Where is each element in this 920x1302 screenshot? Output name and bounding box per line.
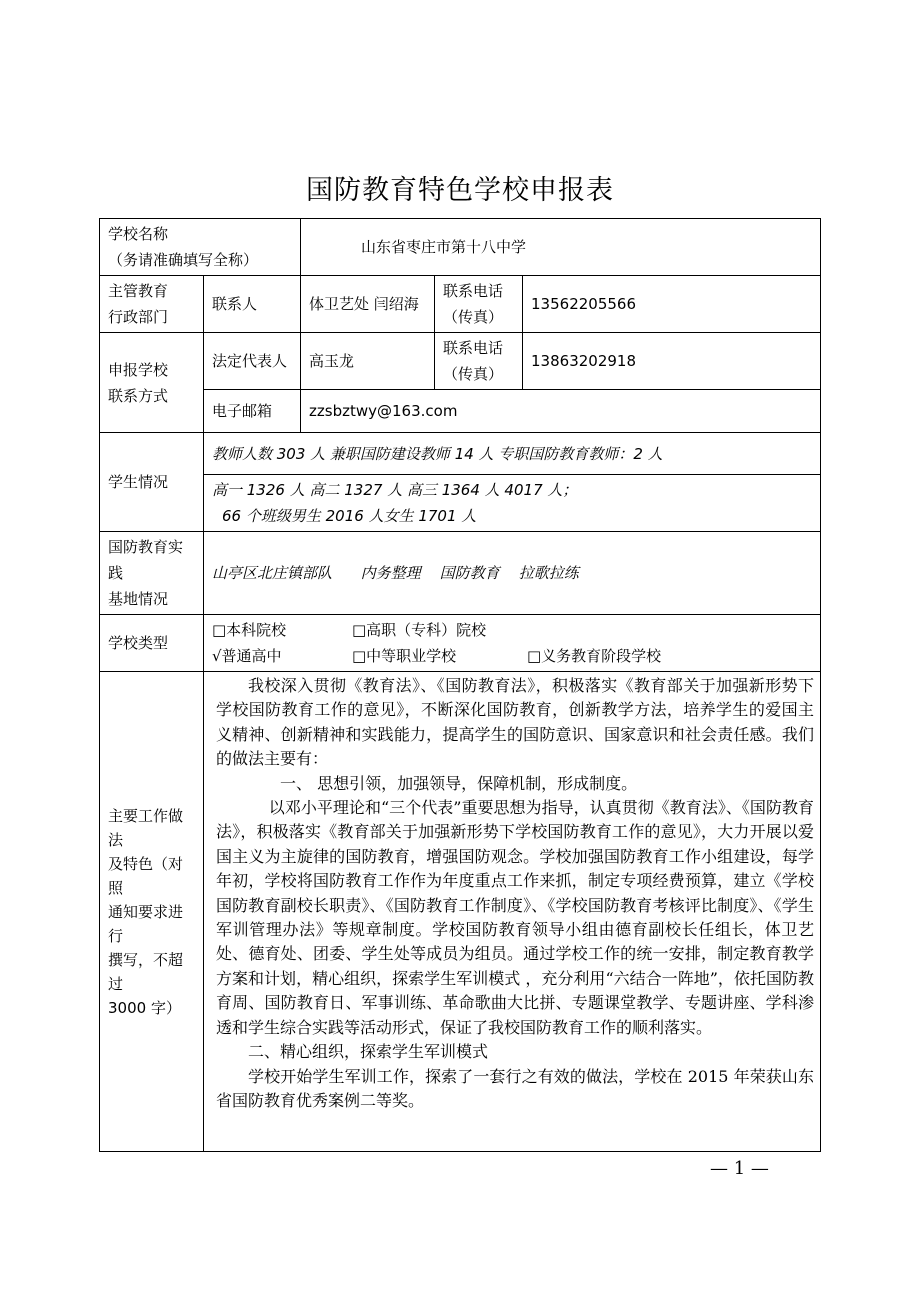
authority-phone-label	[435, 276, 523, 333]
base-value: 山亭区北庄镇部队 内务整理 国防教育 拉歌拉练	[204, 532, 821, 615]
school-type-options	[204, 615, 821, 672]
applicant-label	[100, 333, 204, 433]
application-form-table	[99, 218, 821, 1152]
main-work-row	[100, 672, 821, 1152]
paragraph: 以邓小平理论和“三个代表”重要思想为指导，认真贯彻《教育法》、《国防教育法》，积极落实《教育部关于加强新形势下学校国防教育工作的意见》，大力开展以爱国主义为主旋律的国防教育，增强国防观念。学校加强国防教育工作小组建设，每学年初，学校将国防教育工作作为年度重点工作来抓，制定专项经费预算，建立《学校国防教育副校长职责》、《国防教育工作制度》、《学校国防教育考核评比制度》、《学生军训管理办法》等规章制度。学校国防教育领导小组由德育副校长任组长，体卫艺处、德育处、团委、学生处等成员为组员。通过学校工作的统一安排，制定教育教学方案和计划，精心组织，探索学生军训模式 ，充分利用“六结合一阵地”，依托国防教育周、国防教育日、军事训练、革命歌曲大比拼、专题课堂教学、专题讲座、学科渗透和学生综合实践等活动形式，保证了我校国防教育工作的顺利落实。	[216, 798, 814, 1037]
school-type-label: 学校类型	[100, 615, 204, 672]
school-name-label-cell	[100, 219, 301, 276]
students-line1: 高一 1326 人 高二 1327 人 高三 1364 人 4017 人；	[212, 481, 578, 499]
main-work-content	[204, 672, 821, 1152]
applicant-phone-label-line1: 联系电话	[443, 339, 504, 357]
authority-phone-value: 13562205566	[523, 276, 821, 333]
base-row	[100, 532, 821, 615]
contact-label: 联系人	[204, 276, 301, 333]
authority-phone-label-line2: （传真）	[443, 308, 504, 326]
main-work-label-line: 通知要求进行	[108, 902, 184, 945]
students-label: 学生情况	[100, 433, 204, 532]
school-type-option: □义务教育阶段学校	[527, 647, 662, 665]
school-type-row	[100, 615, 821, 672]
section-heading: 二、精心组织，探索学生军训模式	[248, 1042, 489, 1062]
school-type-option-selected: √普通高中	[212, 647, 282, 665]
base-label-line2: 基地情况	[108, 590, 169, 608]
page-title: 国防教育特色学校申报表	[306, 175, 614, 206]
school-type-option: □高职（专科）院校	[352, 621, 487, 639]
applicant-label-line1: 申报学校	[108, 360, 169, 379]
rep-value: 高玉龙	[301, 333, 435, 390]
authority-label	[100, 276, 204, 333]
school-name-text: 山东省枣庄市第十八中学	[361, 238, 527, 256]
school-type-option: □中等职业学校	[352, 647, 457, 665]
students-line2: 66 个班级男生 2016 人女生 1701 人	[222, 507, 477, 525]
authority-label-line1: 主管教育	[108, 282, 169, 300]
school-name-note: （务请准确填写全称）	[108, 251, 259, 269]
teachers-row	[100, 433, 821, 475]
students-value	[204, 475, 821, 532]
paragraph: 我校深入贯彻《教育法》、《国防教育法》，积极落实《教育部关于加强新形势下学校国防教育工作的意见》，不断深化国防教育，创新教学方法，培养学生的爱国主义精神、创新精神和实践能力，提高学生的国防意识、国家意识和社会责任感。我们的做法主要有：	[216, 676, 814, 769]
applicant-phone-value: 13863202918	[523, 333, 821, 390]
authority-phone-label-line1: 联系电话	[443, 282, 504, 300]
main-work-label	[100, 672, 204, 1152]
base-label	[100, 532, 204, 615]
email-label: 电子邮箱	[204, 390, 301, 433]
main-work-label-line: 撰写，不超过	[108, 950, 184, 993]
contact-value: 体卫艺处 闫绍海	[301, 276, 435, 333]
section-heading: 一、 思想引领，加强领导，保障机制，形成制度。	[280, 773, 638, 793]
school-name-value	[301, 219, 821, 276]
teachers-value: 教师人数 303 人 兼职国防建设教师 14 人 专职国防教育教师：2 人	[204, 433, 821, 475]
applicant-phone-label	[435, 333, 523, 390]
main-work-label-line: 及特色（对照	[108, 854, 184, 897]
email-row	[100, 390, 821, 433]
applicant-phone-label-line2: （传真）	[443, 365, 504, 383]
school-name-label: 学校名称	[108, 225, 169, 243]
students-row	[100, 475, 821, 532]
main-work-label-line: 3000 字）	[108, 998, 181, 1017]
school-type-option: □本科院校	[212, 621, 287, 639]
applicant-rep-row	[100, 333, 821, 390]
page-number: — 1 —	[710, 1158, 769, 1179]
authority-row	[100, 276, 821, 333]
applicant-label-line2: 联系方式	[108, 386, 169, 405]
rep-label: 法定代表人	[204, 333, 301, 390]
school-name-row	[100, 219, 821, 276]
email-value: zzsbztwy@163.com	[301, 390, 821, 433]
paragraph: 学校开始学生军训工作，探索了一套行之有效的做法，学校在 2015 年荣获山东省国防教育优秀案例二等奖。	[216, 1066, 814, 1110]
authority-label-line2: 行政部门	[108, 308, 169, 326]
base-label-line1: 国防教育实践	[108, 538, 184, 582]
main-work-label-line: 主要工作做法	[108, 806, 184, 849]
